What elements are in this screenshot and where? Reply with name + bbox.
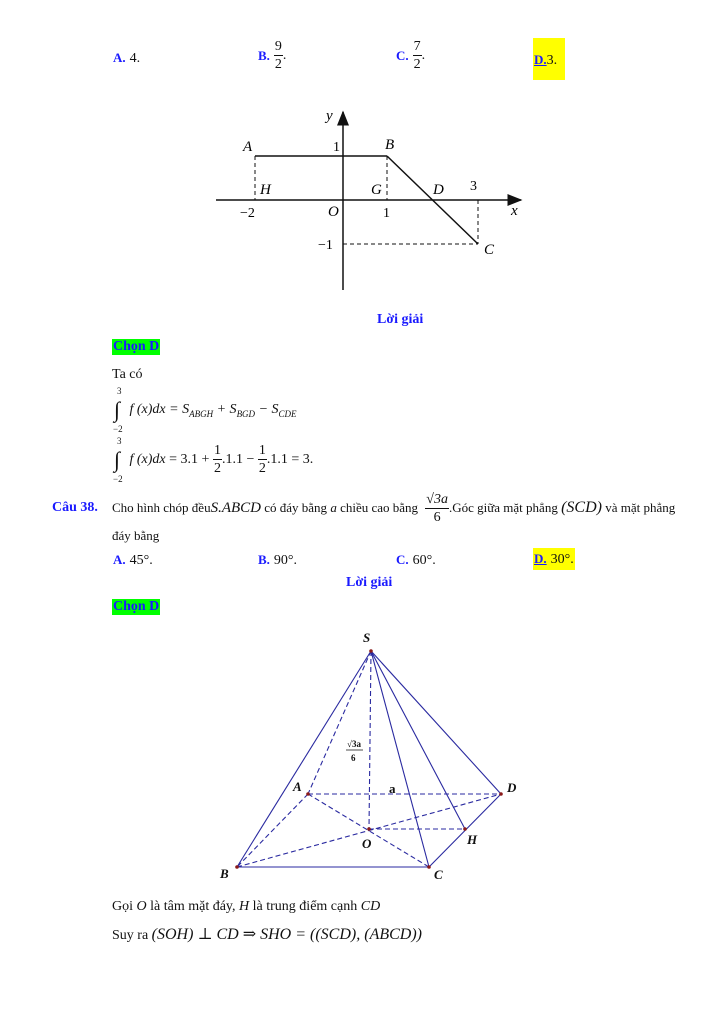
point-label-c: C — [484, 242, 495, 258]
option-value: 30° — [550, 552, 571, 567]
fraction — [258, 444, 267, 476]
integral-upper: 3 — [117, 386, 122, 396]
sol-var: O — [136, 899, 147, 914]
sol-math: (SOH) ⊥ CD ⇒ SHO = ((SCD), (ABCD)) — [151, 926, 422, 943]
option-value: 45° — [129, 553, 150, 568]
integral-sign: 3 ∫ −2 — [113, 436, 123, 484]
option-value: 3 — [546, 53, 554, 68]
option-letter: A. — [113, 50, 126, 65]
tick-x-neg2: −2 — [240, 206, 255, 221]
frac-den: 2 — [274, 57, 282, 72]
frac-num: 1 — [258, 443, 266, 458]
option-letter: B. — [258, 48, 270, 63]
option-letter: C. — [396, 552, 409, 567]
q-pyramid: S.ABCD — [210, 500, 261, 516]
q37-intro: Ta có — [112, 367, 143, 382]
tick-x-1: 1 — [383, 206, 390, 221]
eq-part: = 3.1 + — [169, 452, 210, 467]
point-label-a: A — [243, 139, 253, 155]
option-value: 60° — [412, 553, 433, 568]
option-suffix: . — [421, 48, 426, 63]
vertex-d — [499, 792, 503, 796]
label-d: D — [507, 780, 517, 795]
q-a: a — [330, 500, 337, 515]
x-axis-label: x — [511, 203, 518, 219]
rhs — [169, 402, 296, 417]
frac-den: 2 — [413, 57, 421, 72]
q-text: .Góc giữa mặt phẳng — [448, 500, 558, 515]
q38-option-d — [533, 548, 575, 570]
edge-ab — [237, 794, 308, 867]
question-38-label: Câu 38. — [52, 500, 98, 515]
q38-option-a — [113, 551, 153, 569]
y-axis-label: y — [326, 108, 333, 124]
sol-var: CD — [360, 899, 381, 914]
option-letter: B. — [258, 552, 270, 567]
label-h: H — [467, 832, 478, 847]
frac-den: 2 — [258, 461, 266, 476]
integrand: f (x)dx — [129, 402, 166, 417]
frac-num: 1 — [213, 443, 221, 458]
integrand: f (x)dx — [129, 452, 166, 467]
q38-solution-line1 — [112, 899, 380, 915]
q38-option-c — [396, 551, 436, 569]
vertex-s — [369, 649, 373, 653]
rhs-sub: ABGH — [189, 408, 214, 419]
frac-num: 9 — [274, 39, 282, 54]
rhs-part: − S — [255, 401, 279, 417]
point-label-b: B — [385, 137, 395, 153]
label-s: S — [363, 630, 371, 645]
q38-solution-line2 — [112, 924, 422, 944]
rhs-sub: BGD — [236, 408, 256, 419]
label-b: B — [220, 866, 229, 881]
q-text: chiều cao bằng — [340, 500, 419, 515]
sol-text: Gọi — [112, 899, 133, 914]
label-side-a: a — [389, 781, 396, 796]
option-letter: C. — [396, 48, 409, 63]
label-o: O — [362, 836, 372, 851]
q38-option-b — [258, 551, 297, 569]
q38-choose: Chọn D — [113, 599, 160, 614]
edge-sa — [308, 651, 371, 794]
point-label-h: H — [260, 182, 271, 198]
option-value: 4 — [129, 51, 137, 66]
sol-text: Suy ra — [112, 928, 149, 943]
point-label-d: D — [433, 182, 444, 198]
fraction — [213, 444, 222, 476]
q-plane: (SCD) — [561, 499, 602, 516]
edge-sh — [371, 651, 465, 829]
q38-solution-title: Lời giải — [346, 575, 393, 590]
integral-lower: −2 — [113, 474, 123, 484]
option-suffix: . — [570, 552, 574, 567]
point-label-g: G — [371, 182, 382, 198]
vertex-o — [367, 827, 371, 831]
sol-var: H — [239, 899, 250, 914]
frac-den: 6 — [433, 510, 441, 526]
sol-text: là trung điểm cạnh — [252, 899, 358, 914]
vertex-b — [235, 865, 239, 869]
frac-den: 2 — [213, 461, 221, 476]
point-label-o: O — [328, 204, 339, 220]
vertex-c — [427, 865, 431, 869]
option-value: 90° — [273, 553, 294, 568]
pyramid-figure — [0, 620, 723, 890]
question-38-text — [112, 488, 675, 528]
eq-part: .1.1 − — [221, 452, 255, 467]
option-suffix: . — [553, 53, 558, 68]
rhs-part: = S — [169, 401, 190, 417]
option-letter: D. — [534, 551, 547, 566]
vertex-h — [463, 827, 467, 831]
q-text: Cho hình chóp đều — [112, 500, 211, 515]
label-c: C — [434, 867, 443, 882]
height-fraction — [425, 493, 449, 525]
option-suffix: . — [149, 553, 153, 568]
q-text: có đáy bằng — [264, 500, 328, 515]
frac-num: √3a — [426, 492, 448, 508]
option-letter: A. — [113, 552, 126, 567]
option-suffix: . — [432, 553, 436, 568]
tick-y-1: 1 — [333, 140, 340, 155]
option-suffix: . — [136, 51, 141, 66]
integral-sign: 3 ∫ −2 — [113, 386, 123, 434]
q37-solution-title: Lời giải — [377, 312, 424, 327]
label-a: A — [293, 779, 302, 794]
rhs-part: + S — [213, 401, 237, 417]
frac-num: 7 — [413, 39, 421, 54]
option-suffix: . — [282, 48, 287, 63]
q37-choose: Chọn D — [113, 339, 160, 354]
option-suffix: . — [293, 553, 298, 568]
vertex-a — [306, 792, 310, 796]
integral-lower: −2 — [113, 424, 123, 434]
rhs-sub: CDE — [278, 408, 297, 419]
integral-upper: 3 — [117, 436, 122, 446]
q37-equation-2 — [112, 436, 314, 484]
q37-equation-1 — [112, 386, 297, 434]
label-height-den: 6 — [351, 753, 356, 763]
option-letter: D. — [534, 52, 547, 67]
height-so — [369, 651, 371, 829]
label-height-num: √3a — [347, 739, 361, 749]
function-graph — [0, 0, 723, 310]
tick-x-3: 3 — [470, 179, 477, 194]
question-38-text-line2: đáy bằng — [112, 528, 160, 543]
sol-text: là tâm mặt đáy, — [150, 899, 236, 914]
eq-part: .1.1 = 3. — [266, 452, 314, 467]
tick-y-neg1: −1 — [318, 238, 333, 253]
q-text: và mặt phẳng — [605, 500, 676, 515]
